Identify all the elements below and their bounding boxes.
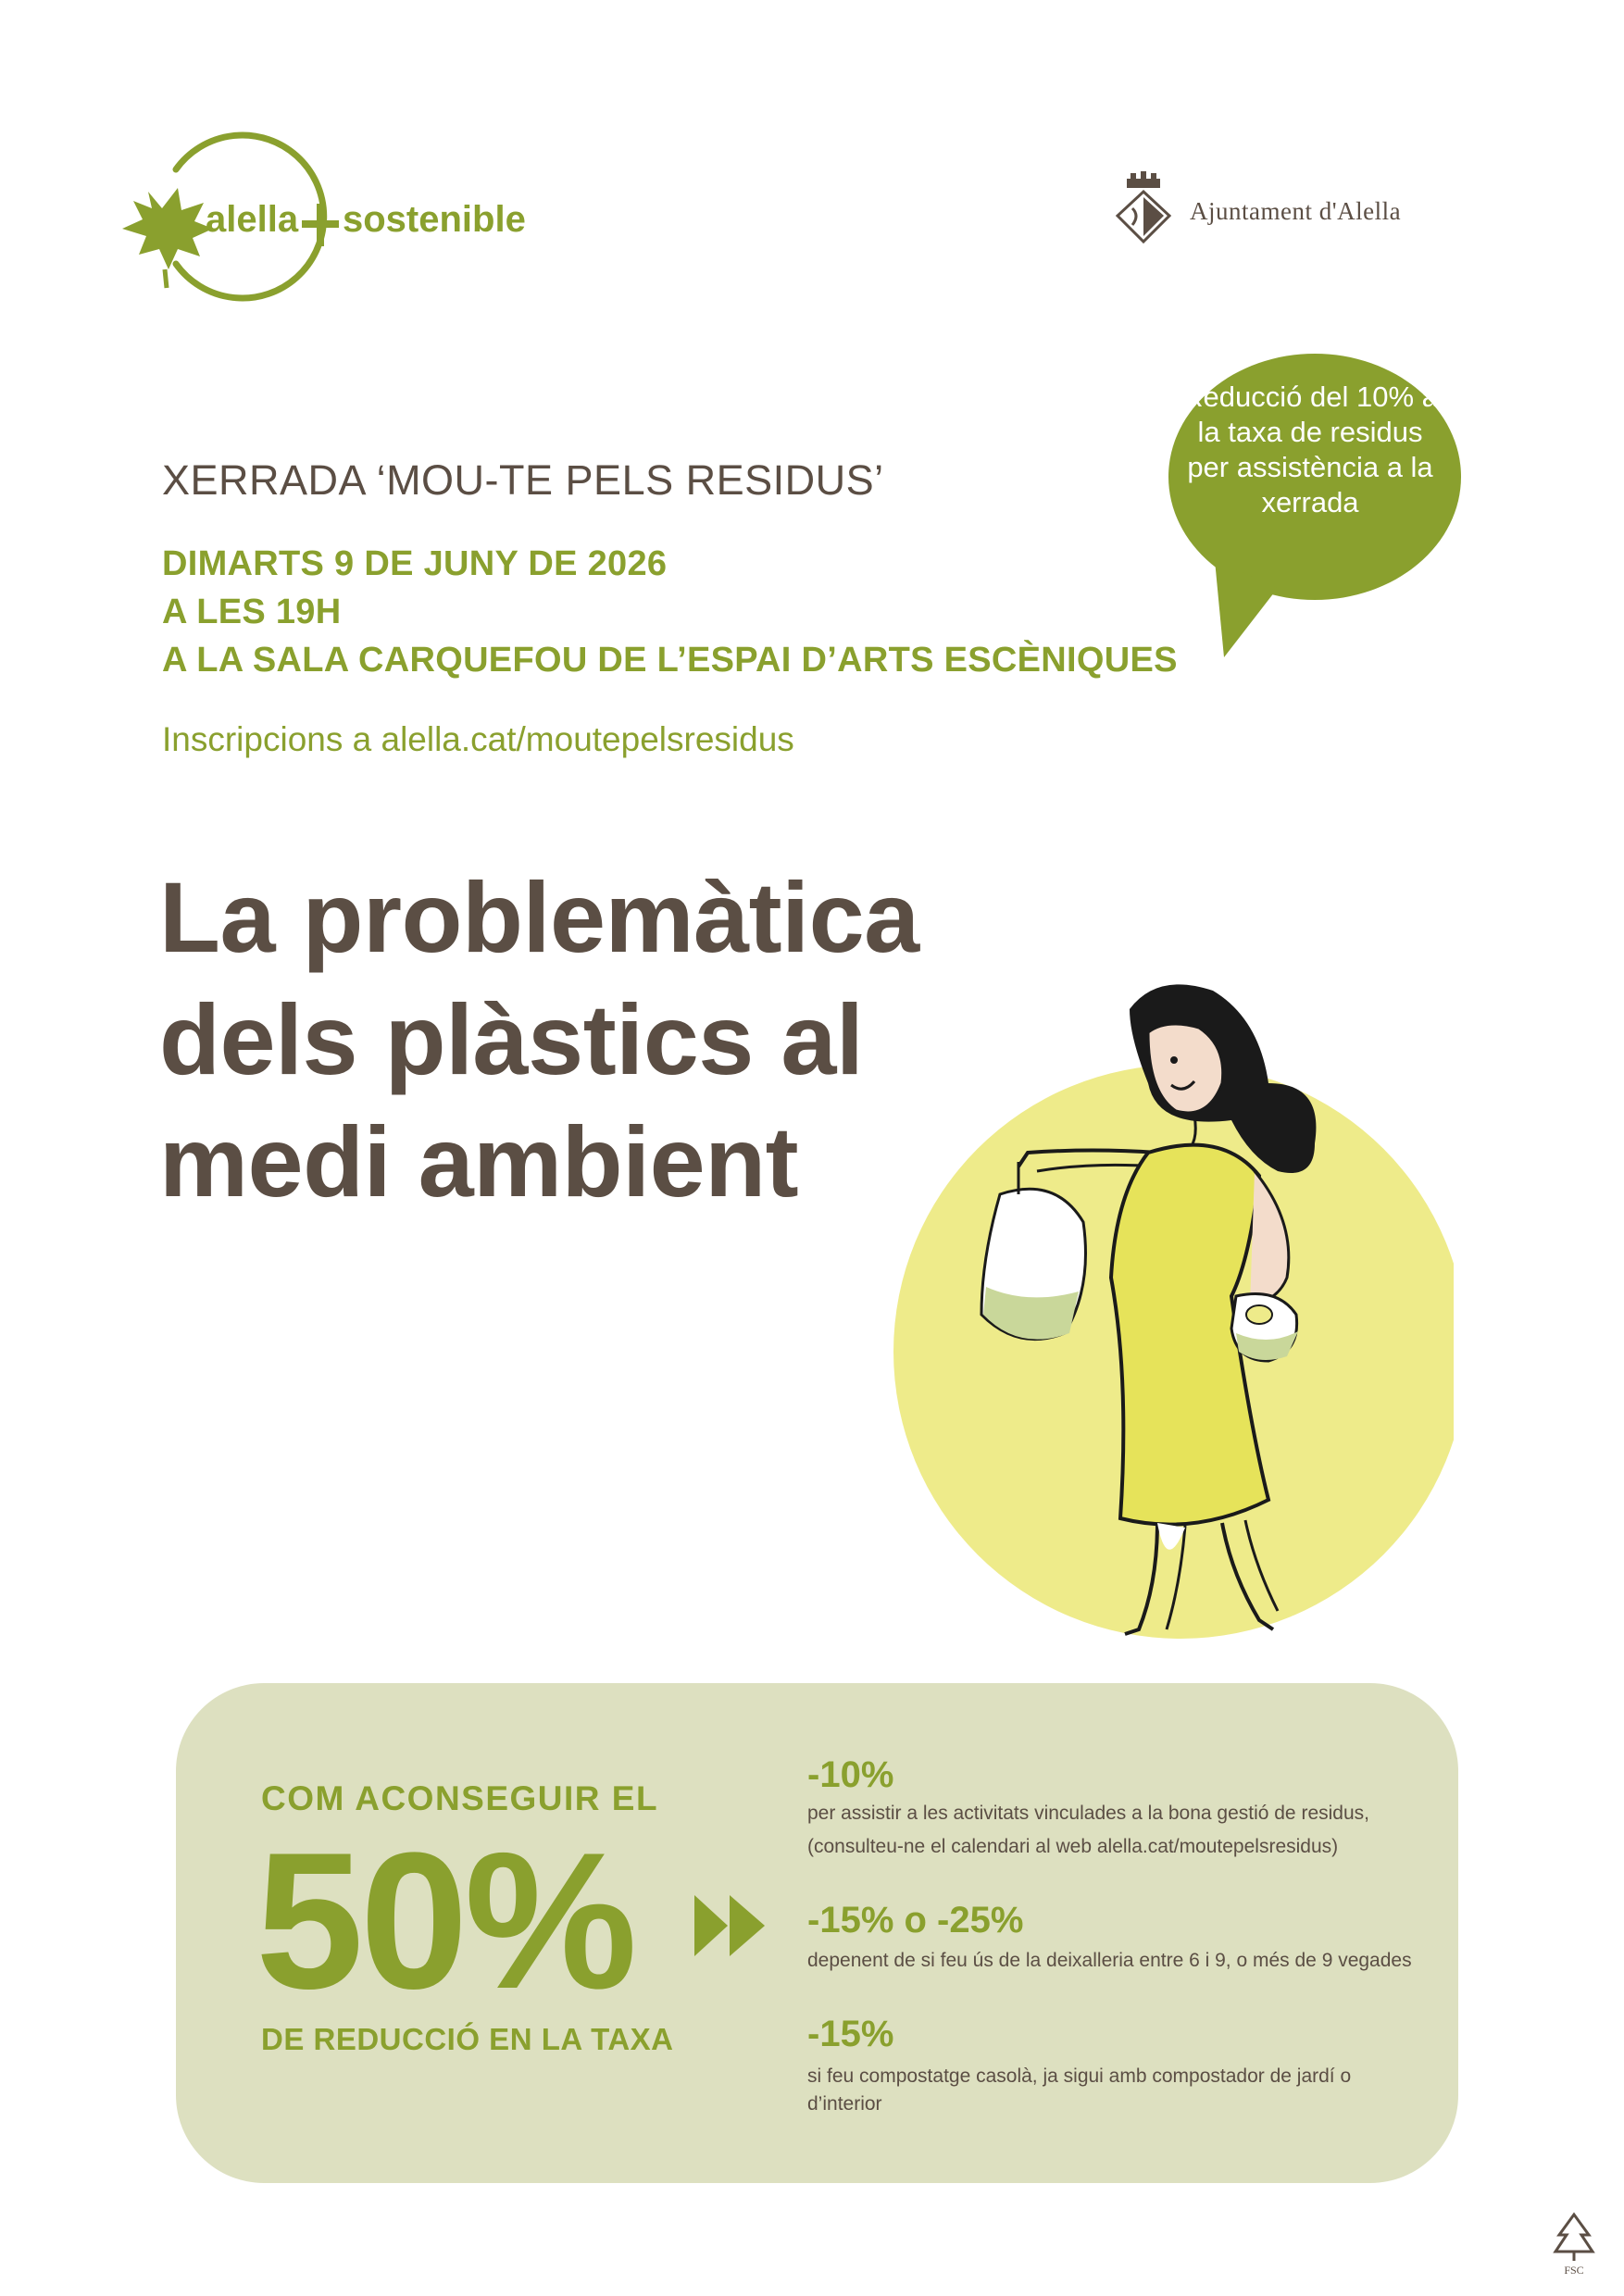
event-time: A LES 19H [162, 593, 342, 631]
discount-item-amount: -10% [807, 1754, 894, 1795]
fsc-label: FSC [1564, 2264, 1584, 2277]
discount-item-desc: (consulteu-ne el calendari al web alella.cat/moutepelsresidus) [807, 1836, 1339, 1857]
headline-line-1: La problemàtica [159, 861, 919, 973]
event-venue: A LA SALA CARQUEFOU DE L’ESPAI D’ARTS ESCÈNIQUES [162, 641, 1178, 680]
discount-heading: COM ACONSEGUIR EL [261, 1779, 659, 1817]
headline-line-3: medi ambient [159, 1105, 799, 1217]
logo-ring [111, 125, 593, 310]
discount-item-desc: depenent de si feu ús de la deixalleria entre 6 i 9, o més de 9 vegades [807, 1950, 1412, 1971]
logo-word-alella: alella [206, 199, 299, 240]
double-arrow-icon [693, 1893, 767, 1958]
bubble-text: Reducció del 10% a la taxa de residus per assistència a la xerrada [1182, 381, 1438, 518]
discount-item-desc: si feu compostatge casolà, ja sigui amb compostador de jardí o d’interior [807, 2065, 1352, 2115]
council-logo [1106, 171, 1477, 264]
discount-percent: 50% [256, 1812, 634, 2029]
discount-item-amount: -15% o -25% [807, 1900, 1024, 1940]
alella-sostenible-logo [111, 125, 593, 310]
woman-carrying-packaging-icon [880, 981, 1454, 1648]
leaf-icon [122, 188, 213, 288]
plus-icon [302, 204, 339, 246]
registration-link[interactable]: Inscripcions a alella.cat/moutepelsresidus [162, 720, 794, 758]
discount-item-desc: per assistir a les activitats vinculades a la bona gestió de residus, [807, 1803, 1369, 1824]
logo-word-sostenible: sostenible [343, 199, 526, 240]
fsc-tree-icon [1548, 2211, 1600, 2277]
headline-line-2: dels plàstics al [159, 983, 864, 1095]
event-title: XERRADA ‘MOU-TE PELS RESIDUS’ [162, 456, 884, 504]
coat-of-arms-icon [1106, 171, 1181, 255]
event-date: DIMARTS 9 DE JUNY DE 2026 [162, 544, 668, 583]
discount-subheading: DE REDUCCIÓ EN LA TAXA [261, 2022, 674, 2056]
discount-item-amount: -15% [807, 2014, 894, 2054]
council-name: Ajuntament d'Alella [1190, 197, 1402, 225]
